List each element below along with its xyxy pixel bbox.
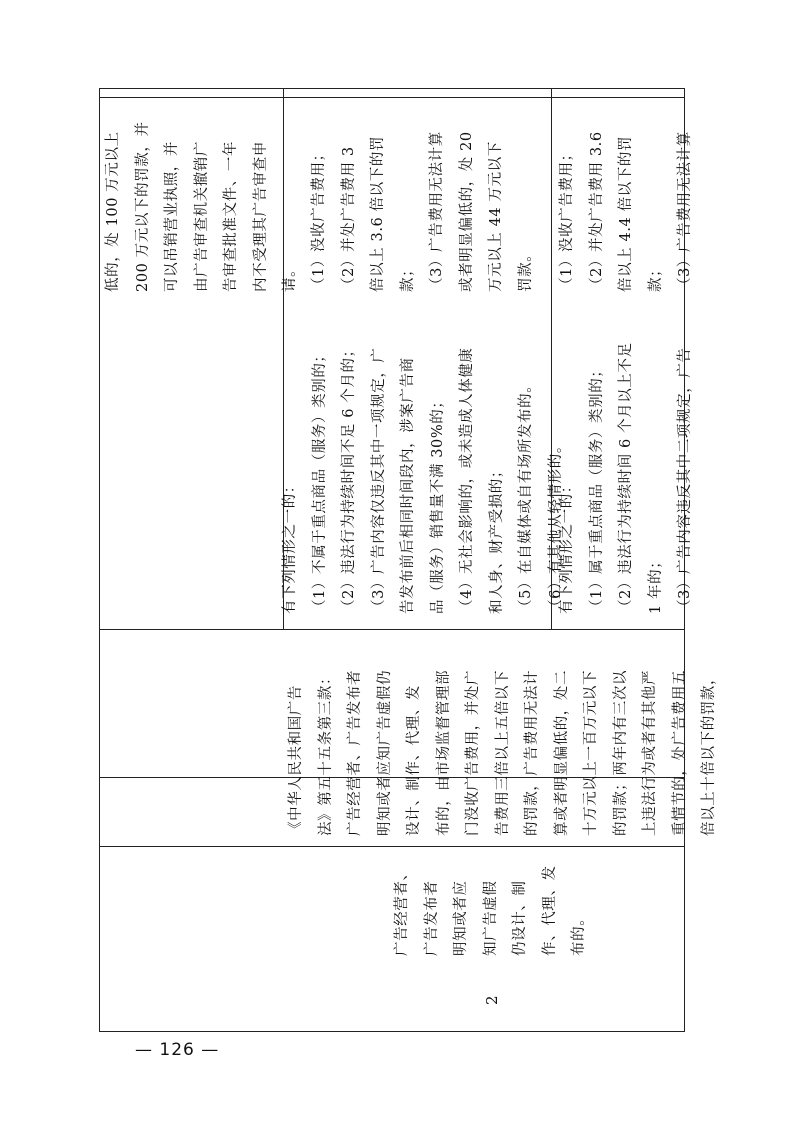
penalty-top-line: 可以吊销营业执照，并 <box>164 141 180 292</box>
penalty-b-line: 款； <box>647 261 664 292</box>
legal-basis-line: 法》第五十五条第三款： <box>317 669 334 836</box>
penalty-text-a <box>305 92 545 294</box>
circumstance-b-line: 有下列情形之一的： <box>559 478 575 614</box>
circumstance-a-line: 和人身、财产受损的； <box>488 463 505 614</box>
circumstance-a-line: （2）违法行为持续时间不足 6 个月的； <box>341 342 357 614</box>
penalty-top-line: 请。 <box>282 261 298 292</box>
penalty-b-line: 倍以上 4.4 倍以下的罚 <box>618 135 634 292</box>
penalty-top-line: 告审查批准文件、一年 <box>223 141 239 292</box>
legal-basis-line: 广告经营者、广告发布者 <box>347 669 363 836</box>
legal-basis-line: 设计、制作、代理、发 <box>406 685 422 836</box>
legal-basis-line: 门没收广告费用，并处广 <box>465 669 481 836</box>
penalty-b-line: （2）并处广告费用 3.6 <box>588 131 605 292</box>
page-number: — 126 — <box>135 1040 220 1060</box>
circumstance-a-line: 品（服务）销售量不满 30%的； <box>429 393 446 614</box>
legal-basis-line: 重情节的，处广告费用五 <box>671 669 688 836</box>
circumstances-text-a <box>276 314 566 618</box>
penalty-top-line: 低的，处 100 万元以上 <box>105 131 121 292</box>
violation-line: 明知或者应 <box>453 880 469 956</box>
penalty-a-line: （2）并处广告费用 3 <box>340 146 357 292</box>
penalty-a-line: 万元以上 44 万元以下 <box>488 141 504 292</box>
row-divider-top <box>100 629 684 630</box>
circumstances-text-b <box>553 314 693 618</box>
row-number: 2 <box>483 995 501 1005</box>
legal-basis-line: 十万元以上一百万元以下 <box>583 669 599 836</box>
penalty-b-line: （1）没收广告费用； <box>559 146 575 292</box>
circumstance-a-line: （5）在自媒体或自有场所发布的。 <box>518 377 534 614</box>
penalty-top-line: 内不受理其广告审查申 <box>252 141 269 292</box>
penalty-top-line: 200 万元以下的罚款，并 <box>134 121 151 292</box>
legal-basis-line: 上违法行为或者有其他严 <box>642 669 658 836</box>
violation-line: 作、代理、发 <box>541 865 558 956</box>
penalty-text-top <box>99 92 298 294</box>
penalty-a-line: 罚款。 <box>517 246 534 292</box>
legal-basis-line: 告费用三倍以上五倍以下 <box>494 669 511 836</box>
legal-basis-line: 算或者明显偏低的，处二 <box>553 669 570 836</box>
legal-basis-line: 明知或者应知广告虚假仍 <box>376 669 393 836</box>
legal-basis-line: 布的，由市场监督管理部 <box>435 669 452 836</box>
circumstance-a-line: （4）无社会影响的，或未造成人体健康 <box>459 347 475 614</box>
violation-line: 布的。 <box>571 910 587 956</box>
violation-line: 知广告虚假 <box>482 880 499 956</box>
penalty-a-line: （3）广告费用无法计算 <box>429 131 445 292</box>
penalty-b-line: （3）广告费用无法计算 <box>677 131 693 292</box>
legal-basis-line: 的罚款，广告费用无法计 <box>524 669 540 836</box>
violation-line: 仍设计、制 <box>512 880 528 956</box>
circumstance-b-line: （1）属于重点商品（服务）类别的； <box>588 362 605 614</box>
penalty-a-line: （1）没收广告费用； <box>311 146 327 292</box>
circumstance-a-line: （6）有其他从轻情形的。 <box>547 438 564 614</box>
penalty-a-line: 款； <box>399 261 416 292</box>
circumstance-b-line: 1 年的； <box>647 553 664 614</box>
circumstance-b-line: （2）违法行为持续时间 6 个月以上不足 <box>618 342 634 614</box>
penalty-a-line: 倍以上 3.6 倍以下的罚 <box>370 135 386 292</box>
circumstance-a-line: （1）不属于重点商品（服务）类别的； <box>311 347 328 614</box>
violation-line: 广告经营者、 <box>394 865 410 956</box>
penalty-a-line: 或者明显偏低的，处 20 <box>458 131 475 292</box>
violation-text <box>388 846 598 958</box>
legal-basis-line: 《中华人民共和国广告 <box>288 685 304 836</box>
circumstance-a-line: （3）广告内容仅违反其中一项规定，广 <box>370 347 387 614</box>
circumstance-b-line: （3）广告内容违反其中二项规定，广告 <box>677 347 693 614</box>
penalty-text-b <box>553 92 693 294</box>
legal-basis-line: 倍以上十倍以下的罚款， <box>701 669 717 836</box>
legal-basis-text <box>282 631 717 838</box>
penalty-top-line: 由广告审查机关撤销广 <box>193 141 210 292</box>
violation-line: 广告发布者 <box>423 880 440 956</box>
legal-basis-line: 的罚款；两年内有三次以 <box>612 669 629 836</box>
circumstance-a-line: 告发布前后相同时间段内，涉案广告商 <box>400 357 416 614</box>
circumstance-a-line: 有下列情形之一的： <box>282 478 298 614</box>
